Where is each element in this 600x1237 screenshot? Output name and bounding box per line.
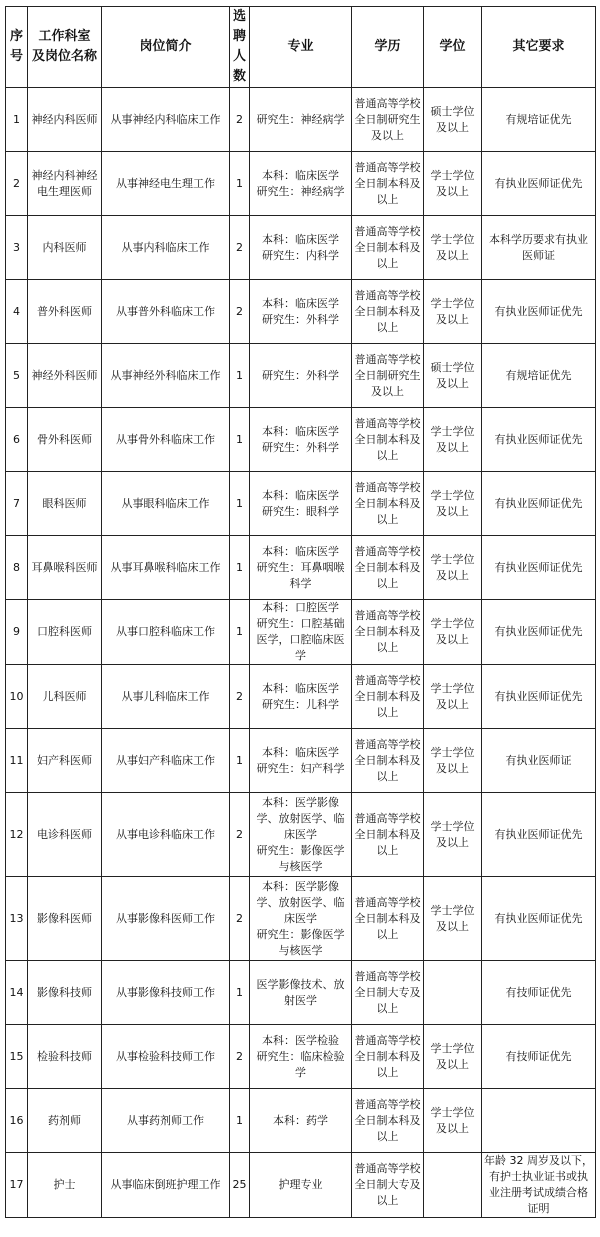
cell-education: 普通高等学校全日制本科及以上	[352, 600, 424, 665]
cell-other-requirements: 有技师证优先	[482, 1025, 596, 1089]
cell-degree: 学士学位及以上	[424, 729, 482, 793]
cell-education: 普通高等学校全日制本科及以上	[352, 729, 424, 793]
cell-position-name: 儿科医师	[28, 665, 102, 729]
cell-position-name: 内科医师	[28, 216, 102, 280]
cell-education: 普通高等学校全日制本科及以上	[352, 1089, 424, 1153]
header-count-line: 聘	[232, 29, 246, 44]
header-row	[6, 7, 596, 88]
cell-other-requirements: 年龄 32 周岁及以下，有护士执业证书或执业注册考试成绩合格证明	[482, 1153, 596, 1218]
cell-education: 普通高等学校全日制本科及以上	[352, 536, 424, 600]
major-line: 本科：临床医学	[262, 232, 339, 246]
cell-job-description: 从事儿科临床工作	[102, 665, 230, 729]
cell-seq: 2	[6, 152, 28, 216]
cell-education: 普通高等学校全日制大专及以上	[352, 961, 424, 1025]
cell-degree: 学士学位及以上	[424, 472, 482, 536]
cell-major	[250, 665, 352, 729]
cell-education: 普通高等学校全日制本科及以上	[352, 1025, 424, 1089]
cell-hire-count: 1	[230, 408, 250, 472]
cell-job-description: 从事普外科临床工作	[102, 280, 230, 344]
header-name-line: 及岗位名称	[31, 49, 97, 64]
cell-other-requirements: 有执业医师证优先	[482, 793, 596, 877]
cell-education: 普通高等学校全日制本科及以上	[352, 793, 424, 877]
table-row	[6, 793, 596, 877]
major-line: 研究生：临床检验学	[256, 1049, 345, 1079]
cell-degree: 学士学位及以上	[424, 216, 482, 280]
cell-education: 普通高等学校全日制本科及以上	[352, 472, 424, 536]
header-education: 学历	[352, 7, 424, 88]
header-desc: 岗位简介	[102, 7, 230, 88]
cell-seq: 7	[6, 472, 28, 536]
cell-hire-count: 2	[230, 1025, 250, 1089]
cell-hire-count: 2	[230, 793, 250, 877]
major-line: 研究生：外科学	[262, 368, 339, 382]
cell-degree: 硕士学位及以上	[424, 344, 482, 408]
cell-position-name: 检验科技师	[28, 1025, 102, 1089]
major-line: 本科：医学检验	[262, 1033, 339, 1047]
cell-seq: 10	[6, 665, 28, 729]
cell-major	[250, 408, 352, 472]
major-line: 研究生：儿科学	[262, 697, 339, 711]
cell-major	[250, 216, 352, 280]
cell-hire-count: 25	[230, 1153, 250, 1218]
cell-seq: 1	[6, 88, 28, 152]
cell-other-requirements: 有规培证优先	[482, 88, 596, 152]
table-row	[6, 88, 596, 152]
cell-other-requirements: 有技师证优先	[482, 961, 596, 1025]
cell-position-name: 骨外科医师	[28, 408, 102, 472]
cell-other-requirements: 有执业医师证	[482, 729, 596, 793]
major-line: 本科：临床医学	[262, 168, 339, 182]
header-count-line: 选	[232, 9, 246, 24]
header-major: 专业	[250, 7, 352, 88]
cell-education: 普通高等学校全日制本科及以上	[352, 280, 424, 344]
table-row	[6, 152, 596, 216]
header-count	[230, 7, 250, 88]
major-line: 本科：临床医学	[262, 296, 339, 310]
cell-other-requirements: 有执业医师证优先	[482, 877, 596, 961]
recruitment-table	[5, 6, 596, 1218]
cell-major	[250, 793, 352, 877]
cell-position-name: 妇产科医师	[28, 729, 102, 793]
cell-hire-count: 1	[230, 152, 250, 216]
cell-job-description: 从事耳鼻喉科临床工作	[102, 536, 230, 600]
cell-job-description: 从事眼科临床工作	[102, 472, 230, 536]
cell-position-name: 神经外科医师	[28, 344, 102, 408]
cell-degree: 学士学位及以上	[424, 665, 482, 729]
table-row	[6, 1089, 596, 1153]
cell-seq: 8	[6, 536, 28, 600]
cell-major	[250, 1089, 352, 1153]
cell-degree: 学士学位及以上	[424, 536, 482, 600]
major-line: 研究生：口腔基础医学，口腔临床医学	[256, 617, 345, 662]
cell-job-description: 从事临床倒班护理工作	[102, 1153, 230, 1218]
table-row	[6, 536, 596, 600]
major-line: 研究生：外科学	[262, 440, 339, 454]
cell-degree	[424, 961, 482, 1025]
cell-job-description: 从事妇产科临床工作	[102, 729, 230, 793]
major-line: 本科：临床医学	[262, 681, 339, 695]
cell-job-description: 从事药剂师工作	[102, 1089, 230, 1153]
cell-position-name: 电诊科医师	[28, 793, 102, 877]
major-line: 护理专业	[278, 1178, 323, 1191]
major-line: 研究生：眼科学	[262, 504, 339, 518]
cell-education: 普通高等学校全日制研究生及以上	[352, 88, 424, 152]
cell-hire-count: 2	[230, 877, 250, 961]
header-seq-line: 号	[9, 49, 23, 64]
major-line: 研究生：耳鼻咽喉科学	[256, 560, 345, 590]
cell-position-name: 影像科技师	[28, 961, 102, 1025]
cell-other-requirements: 有执业医师证优先	[482, 280, 596, 344]
table-row	[6, 216, 596, 280]
cell-education: 普通高等学校全日制本科及以上	[352, 152, 424, 216]
cell-degree: 学士学位及以上	[424, 793, 482, 877]
table-row	[6, 877, 596, 961]
cell-seq: 14	[6, 961, 28, 1025]
cell-other-requirements: 有执业医师证优先	[482, 472, 596, 536]
cell-education: 普通高等学校全日制本科及以上	[352, 408, 424, 472]
cell-job-description: 从事神经外科临床工作	[102, 344, 230, 408]
header-count-line: 数	[232, 69, 246, 84]
cell-seq: 3	[6, 216, 28, 280]
major-line: 本科：临床医学	[262, 424, 339, 438]
cell-degree	[424, 1153, 482, 1218]
cell-degree: 学士学位及以上	[424, 408, 482, 472]
major-line: 研究生：妇产科学	[256, 761, 345, 775]
cell-job-description: 从事神经内科临床工作	[102, 88, 230, 152]
cell-position-name: 护士	[28, 1153, 102, 1218]
cell-hire-count: 1	[230, 472, 250, 536]
table-row	[6, 344, 596, 408]
cell-position-name: 药剂师	[28, 1089, 102, 1153]
cell-job-description: 从事电诊科临床工作	[102, 793, 230, 877]
cell-major	[250, 961, 352, 1025]
cell-position-name: 眼科医师	[28, 472, 102, 536]
cell-seq: 16	[6, 1089, 28, 1153]
table-row	[6, 729, 596, 793]
major-line: 研究生：影像医学与核医学	[256, 927, 345, 957]
table-row	[6, 472, 596, 536]
cell-position-name: 口腔科医师	[28, 600, 102, 665]
major-line: 本科：临床医学	[262, 544, 339, 558]
cell-seq: 13	[6, 877, 28, 961]
header-other: 其它要求	[482, 7, 596, 88]
table-row	[6, 600, 596, 665]
cell-other-requirements: 本科学历要求有执业医师证	[482, 216, 596, 280]
header-degree: 学位	[424, 7, 482, 88]
header-seq-line: 序	[9, 29, 23, 44]
cell-degree: 学士学位及以上	[424, 152, 482, 216]
cell-education: 普通高等学校全日制本科及以上	[352, 665, 424, 729]
cell-degree: 学士学位及以上	[424, 280, 482, 344]
major-line: 医学影像技术、放射医学	[256, 977, 345, 1007]
cell-major	[250, 536, 352, 600]
cell-job-description: 从事骨外科临床工作	[102, 408, 230, 472]
cell-other-requirements: 有执业医师证优先	[482, 665, 596, 729]
cell-other-requirements	[482, 1089, 596, 1153]
cell-hire-count: 1	[230, 1089, 250, 1153]
header-count-line: 人	[232, 49, 246, 64]
cell-major	[250, 280, 352, 344]
major-line: 本科：医学影像学、放射医学、临床医学	[256, 795, 345, 841]
cell-hire-count: 1	[230, 729, 250, 793]
header-seq	[6, 7, 28, 88]
cell-education: 普通高等学校全日制本科及以上	[352, 216, 424, 280]
cell-job-description: 从事影像科技师工作	[102, 961, 230, 1025]
table-row	[6, 408, 596, 472]
table-body	[6, 88, 596, 1218]
cell-other-requirements: 有执业医师证优先	[482, 600, 596, 665]
cell-major	[250, 88, 352, 152]
cell-major	[250, 1025, 352, 1089]
cell-job-description: 从事内科临床工作	[102, 216, 230, 280]
cell-hire-count: 1	[230, 600, 250, 665]
cell-job-description: 从事检验科技师工作	[102, 1025, 230, 1089]
cell-position-name: 影像科医师	[28, 877, 102, 961]
cell-other-requirements: 有执业医师证优先	[482, 152, 596, 216]
major-line: 本科：医学影像学、放射医学、临床医学	[256, 879, 345, 925]
cell-job-description: 从事影像科医师工作	[102, 877, 230, 961]
cell-degree: 学士学位及以上	[424, 1025, 482, 1089]
cell-job-description: 从事神经电生理工作	[102, 152, 230, 216]
major-line: 研究生：影像医学与核医学	[256, 843, 345, 873]
cell-hire-count: 2	[230, 280, 250, 344]
major-line: 研究生：外科学	[262, 312, 339, 326]
cell-major	[250, 729, 352, 793]
cell-seq: 5	[6, 344, 28, 408]
cell-major	[250, 1153, 352, 1218]
cell-hire-count: 2	[230, 216, 250, 280]
cell-hire-count: 1	[230, 536, 250, 600]
cell-education: 普通高等学校全日制大专及以上	[352, 1153, 424, 1218]
cell-degree: 学士学位及以上	[424, 600, 482, 665]
header-name-line: 工作科室	[38, 29, 91, 44]
major-line: 本科：口腔医学	[262, 601, 339, 614]
cell-major	[250, 152, 352, 216]
major-line: 本科：临床医学	[262, 745, 339, 759]
cell-education: 普通高等学校全日制本科及以上	[352, 877, 424, 961]
major-line: 本科：临床医学	[262, 488, 339, 502]
table-row	[6, 665, 596, 729]
cell-major	[250, 472, 352, 536]
major-line: 研究生：内科学	[262, 248, 339, 262]
cell-major	[250, 877, 352, 961]
cell-degree: 硕士学位及以上	[424, 88, 482, 152]
cell-degree: 学士学位及以上	[424, 1089, 482, 1153]
cell-position-name: 神经内科医师	[28, 88, 102, 152]
cell-position-name: 普外科医师	[28, 280, 102, 344]
cell-education: 普通高等学校全日制研究生及以上	[352, 344, 424, 408]
cell-seq: 4	[6, 280, 28, 344]
cell-seq: 15	[6, 1025, 28, 1089]
header-name	[28, 7, 102, 88]
cell-degree: 学士学位及以上	[424, 877, 482, 961]
major-line: 研究生：神经病学	[256, 112, 345, 126]
cell-major	[250, 344, 352, 408]
major-line: 研究生：神经病学	[256, 184, 345, 198]
cell-other-requirements: 有执业医师证优先	[482, 408, 596, 472]
cell-job-description: 从事口腔科临床工作	[102, 600, 230, 665]
cell-seq: 17	[6, 1153, 28, 1218]
cell-position-name: 神经内科神经电生理医师	[28, 152, 102, 216]
table-row	[6, 1153, 596, 1218]
cell-seq: 6	[6, 408, 28, 472]
table-row	[6, 280, 596, 344]
cell-major	[250, 600, 352, 665]
cell-other-requirements: 有执业医师证优先	[482, 536, 596, 600]
cell-other-requirements: 有规培证优先	[482, 344, 596, 408]
table-row	[6, 1025, 596, 1089]
cell-position-name: 耳鼻喉科医师	[28, 536, 102, 600]
cell-seq: 9	[6, 600, 28, 665]
cell-hire-count: 1	[230, 961, 250, 1025]
table-row	[6, 961, 596, 1025]
cell-seq: 11	[6, 729, 28, 793]
cell-hire-count: 2	[230, 665, 250, 729]
cell-hire-count: 1	[230, 344, 250, 408]
cell-seq: 12	[6, 793, 28, 877]
cell-hire-count: 2	[230, 88, 250, 152]
major-line: 本科：药学	[273, 1113, 328, 1127]
